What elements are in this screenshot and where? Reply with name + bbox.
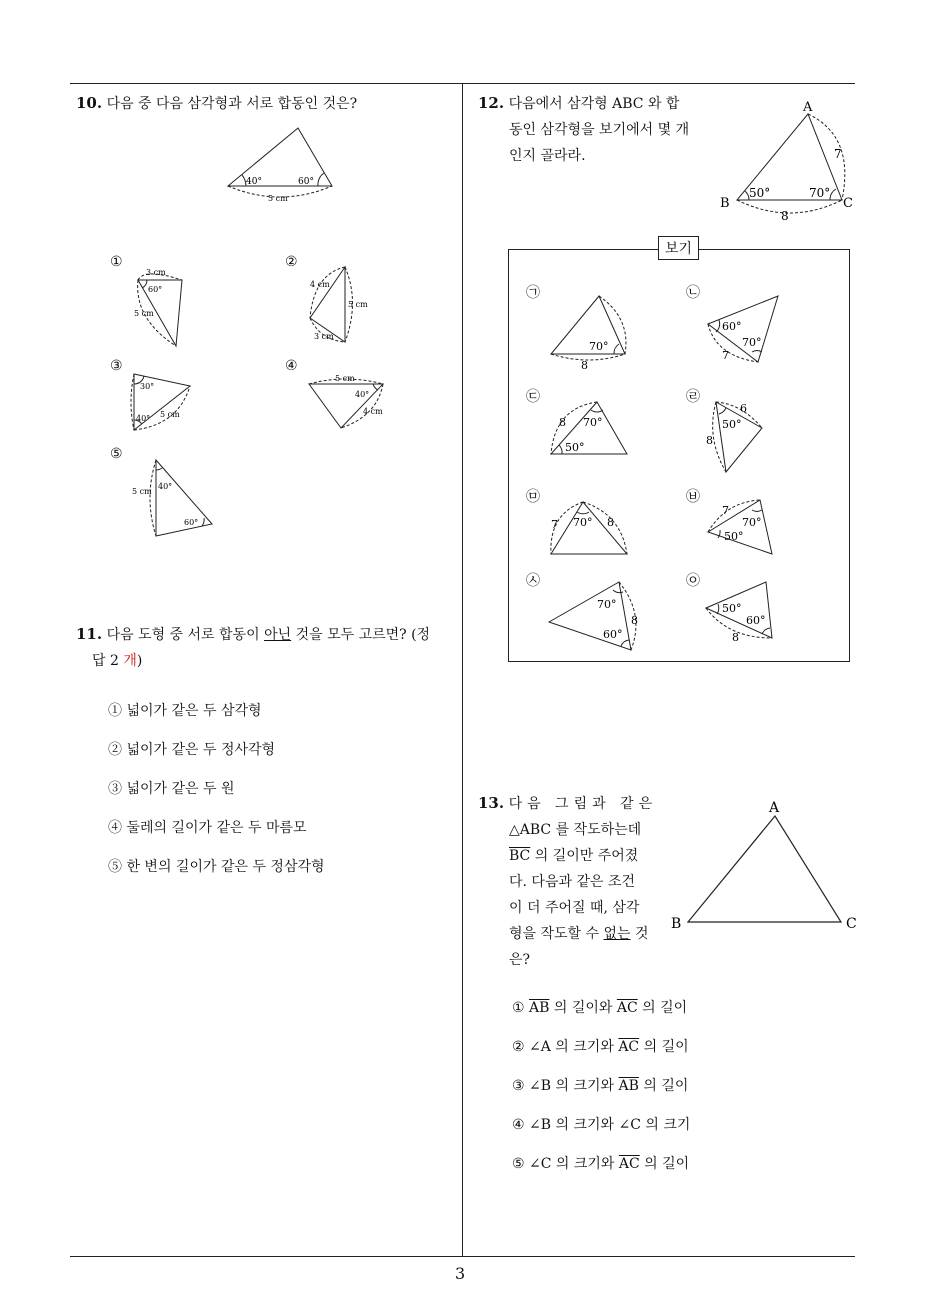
q12-option-7-figure: [545, 578, 645, 654]
q11-line2-red: 개: [123, 653, 137, 669]
option-text: ∠B 의 크기와 ∠C 의 크기: [529, 1117, 691, 1133]
q10-main-figure: [220, 122, 340, 207]
q13-line-6-post: 것: [630, 926, 649, 942]
q11-text-pre: 다음 도형 중 서로 합동이: [106, 627, 265, 643]
q12-opt3-angle-b: 50°: [565, 441, 585, 454]
q13-number: 13.: [478, 794, 505, 812]
q10-opt1-angle: 60°: [148, 285, 163, 294]
q13-vertex-a: A: [769, 800, 780, 816]
q12-opt7-angle-a: 70°: [597, 598, 617, 611]
page-number: 3: [455, 1264, 466, 1283]
q12-opt3-angle-a: 70°: [583, 416, 603, 429]
q12-vertex-b: B: [720, 196, 730, 211]
q12-option-2-mark[interactable]: ㉡: [686, 285, 700, 301]
q10-opt1-side-left: 5 cm: [134, 309, 154, 318]
q11-option-2[interactable]: ② 넓이가 같은 두 정사각형: [108, 742, 276, 758]
option-text: 의 길이: [637, 1000, 688, 1016]
q10-opt3-side: 5 cm: [160, 410, 180, 419]
q10-option-1-mark[interactable]: ①: [110, 254, 123, 270]
q12-option-1-mark[interactable]: ㉠: [526, 285, 540, 301]
q12-opt7-side: 8: [631, 614, 638, 627]
q12-opt5-side-a: 7: [551, 518, 558, 531]
q13-option-1[interactable]: [512, 997, 690, 1036]
q11-option-3[interactable]: ③ 넓이가 같은 두 원: [108, 781, 235, 797]
q12-option-8-mark[interactable]: ㉧: [686, 573, 700, 589]
q10-opt5-angle-top: 40°: [158, 482, 173, 491]
q11-option-4[interactable]: ④ 둘레의 길이가 같은 두 마름모: [108, 820, 307, 836]
q12-angle-c: 70°: [809, 186, 831, 200]
q10-main-angle-left: 40°: [246, 177, 262, 187]
q10-option-5-mark[interactable]: ⑤: [110, 446, 123, 462]
segment-name: $\overline{AB}$: [529, 1000, 550, 1016]
q12-opt5-side-b: 8: [607, 516, 614, 529]
option-text: 의 길이: [639, 1156, 690, 1172]
q12-option-4-mark[interactable]: ㉣: [686, 389, 700, 405]
q10-opt4-angle: 40°: [355, 390, 370, 399]
q13-option-4[interactable]: [512, 1114, 690, 1153]
q12-opt8-angle-b: 60°: [746, 614, 766, 627]
q10-opt5-side: 5 cm: [132, 487, 152, 496]
segment-name: $\overline{AB}$: [618, 1078, 639, 1094]
q13-option-5[interactable]: [512, 1153, 690, 1192]
q10-option-4-figure: [305, 372, 387, 432]
q13-line-1: 다음 그림과 같은: [508, 796, 658, 812]
q10-option-3-figure: [128, 370, 198, 436]
column-divider: [462, 83, 463, 1256]
q10-number: 10.: [76, 94, 103, 112]
option-text: 의 길이: [639, 1039, 689, 1055]
q12-opt5-angle: 70°: [573, 516, 593, 529]
q10-opt3-angle-top: 30°: [140, 382, 155, 391]
q10-prompt: [76, 90, 357, 117]
q12-main-figure: [715, 96, 865, 224]
q12-option-4-figure: [700, 396, 772, 476]
q13-options: [512, 997, 690, 1192]
q12-opt6-side: 7: [722, 504, 729, 517]
bottom-rule: [70, 1256, 855, 1257]
q13-line-3-bar: $\overline{BC}$: [509, 848, 531, 864]
q12-opt1-side: 8: [581, 359, 588, 372]
q13-prompt: [478, 790, 663, 973]
q11-number: 11.: [76, 625, 103, 643]
q12-opt4-side-b: 8: [706, 434, 713, 447]
q12-opt4-side-a: 6: [740, 402, 747, 415]
q13-option-2[interactable]: [512, 1036, 690, 1075]
q12-option-5-mark[interactable]: ㉤: [526, 489, 540, 505]
q12-opt2-angle-b: 70°: [742, 336, 762, 349]
q12-opt2-angle-a: 60°: [722, 320, 742, 333]
q11-line2-pre: 답 2: [92, 653, 124, 669]
segment-name: $\overline{AC}$: [618, 1039, 640, 1055]
q10-option-2-figure: [302, 262, 377, 346]
q11-text-underline: 아닌: [264, 627, 292, 643]
q13-option-mark: ①: [512, 1000, 530, 1016]
q12-option-1-figure: [545, 290, 635, 372]
q12-option-7-mark[interactable]: ㉦: [526, 573, 540, 589]
q11-text-post: 것을 모두 고르면? (정: [291, 627, 431, 643]
q10-opt2-side-b: 5 cm: [348, 300, 368, 309]
q10-option-5-figure: [128, 456, 218, 540]
q10-text: 다음 중 다음 삼각형과 서로 합동인 것은?: [106, 96, 358, 112]
q11-option-5[interactable]: ⑤ 한 변의 길이가 같은 두 정삼각형: [108, 859, 325, 875]
q12-angle-b: 50°: [749, 186, 771, 200]
q10-opt2-side-a: 4 cm: [310, 280, 330, 289]
q12-opt7-angle-b: 60°: [603, 628, 623, 641]
q12-opt6-angle-a: 70°: [742, 516, 762, 529]
q13-vertex-c: C: [846, 916, 857, 932]
q10-option-2-mark[interactable]: ②: [285, 254, 298, 270]
q12-option-8-figure: [702, 578, 782, 644]
q12-side-ac: 7: [834, 147, 842, 161]
q12-option-3-figure: [545, 396, 635, 462]
q13-vertex-b: B: [671, 916, 682, 932]
q10-opt4-side-top: 5 cm: [335, 374, 355, 383]
q10-main-angle-right: 60°: [298, 177, 314, 187]
q12-prompt: [478, 90, 689, 169]
q12-number: 12.: [478, 94, 505, 112]
q12-line-3: 인지 골라라.: [509, 148, 586, 164]
q12-side-bc: 8: [781, 209, 789, 223]
q12-opt8-angle-a: 50°: [722, 602, 742, 615]
segment-name: $\overline{AC}$: [618, 1156, 640, 1172]
q10-opt1-side-top: 3 cm: [146, 268, 166, 277]
q12-opt1-angle: 70°: [589, 340, 609, 353]
option-text: ∠C 의 크기와: [529, 1156, 619, 1172]
q13-option-3[interactable]: [512, 1075, 690, 1114]
option-text: ∠B 의 크기와: [529, 1078, 619, 1094]
q13-option-mark: ⑤: [512, 1156, 530, 1172]
q12-option-6-mark[interactable]: ㉥: [686, 489, 700, 505]
q12-box-title: 보기: [658, 236, 699, 260]
q11-option-1[interactable]: ① 넓이가 같은 두 삼각형: [108, 703, 262, 719]
q13-line-6: 형을 작도할 수: [509, 926, 604, 942]
q13-line-3: 의 길이만 주어졌: [534, 848, 639, 864]
q12-option-5-figure: [545, 496, 635, 560]
q12-option-2-figure: [702, 292, 786, 368]
q10-opt2-side-c: 3 cm: [314, 332, 334, 341]
q13-line-5: 이 더 주어질 때, 삼각: [509, 900, 640, 916]
segment-name: $\overline{AC}$: [616, 1000, 638, 1016]
q13-option-mark: ③: [512, 1078, 530, 1094]
q10-option-3-mark[interactable]: ③: [110, 358, 123, 374]
q12-option-6-figure: [704, 496, 780, 560]
q10-main-side: 5 cm: [268, 194, 288, 203]
q13-line-2: △ABC 를 작도하는데: [509, 822, 642, 838]
q13-option-mark: ②: [512, 1039, 530, 1055]
q13-figure: [668, 796, 868, 936]
q11-line2-post: ): [136, 653, 143, 669]
q12-line-1: 다음에서 삼각형 ABC 와 합: [508, 96, 680, 112]
q12-vertex-c: C: [843, 196, 853, 211]
q10-opt5-angle-bottom: 60°: [184, 518, 199, 527]
q12-line-2: 동인 삼각형을 보기에서 몇 개: [509, 122, 690, 138]
q12-opt4-angle: 50°: [722, 418, 742, 431]
q12-opt6-angle-b: 50°: [724, 530, 744, 543]
q10-option-4-mark[interactable]: ④: [285, 358, 298, 374]
q13-line-6-underline: 없는: [603, 926, 631, 942]
q12-option-3-mark[interactable]: ㉢: [526, 389, 540, 405]
option-text: 의 길이: [638, 1078, 689, 1094]
q13-option-mark: ④: [512, 1117, 530, 1133]
q10-opt3-angle-bottom: 40°: [136, 414, 151, 423]
option-text: ∠A 의 크기와: [529, 1039, 619, 1055]
q10-opt4-side-right: 4 cm: [363, 407, 383, 416]
q11-prompt: [76, 621, 461, 674]
q13-line-4: 다. 다음과 같은 조건: [509, 874, 635, 890]
q12-opt3-side: 8: [559, 416, 566, 429]
q12-opt2-side: 7: [722, 349, 729, 362]
q12-opt8-side: 8: [732, 631, 739, 644]
q12-vertex-a: A: [803, 100, 813, 115]
q13-line-7: 은?: [509, 952, 531, 968]
option-text: 의 길이와: [549, 1000, 617, 1016]
q10-option-1-figure: [128, 264, 193, 348]
